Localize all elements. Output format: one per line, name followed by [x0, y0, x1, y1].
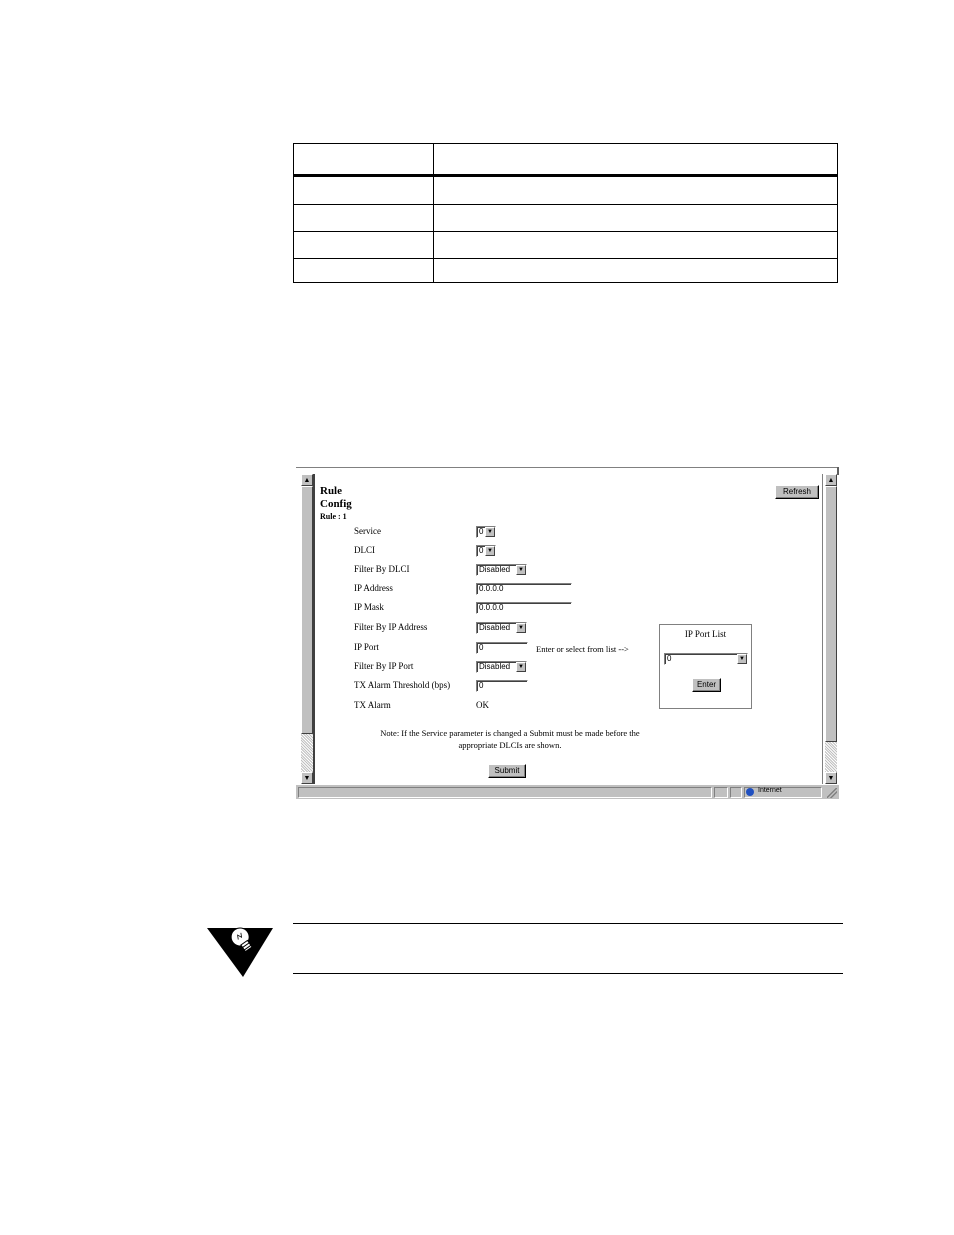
page-title: Rule Config — [320, 485, 352, 510]
service-label: Service — [354, 526, 381, 536]
chevron-down-icon[interactable]: ▼ — [516, 662, 526, 672]
service-note: Note: If the Service parameter is changed a Submit must be made before the appropriate DLCIs are shown. — [380, 728, 640, 750]
enter-button[interactable]: Enter — [692, 678, 721, 692]
scroll-up-arrow-icon[interactable]: ▲ — [825, 474, 837, 486]
submit-button[interactable]: Submit — [488, 764, 526, 778]
filter-by-ip-address-label: Filter By IP Address — [354, 622, 428, 632]
ip-port-list-title: IP Port List — [684, 629, 727, 639]
doc-table-header — [294, 144, 837, 177]
resize-grip-icon[interactable] — [827, 788, 837, 798]
scroll-up-arrow-icon[interactable]: ▲ — [301, 474, 313, 486]
ip-port-list-select[interactable]: 0 ▼ — [664, 653, 748, 665]
filter-by-ip-address-select[interactable]: Disabled ▼ — [476, 622, 527, 634]
service-select[interactable]: 0 ▼ — [476, 526, 496, 538]
ip-port-list-panel — [659, 624, 752, 709]
chevron-down-icon[interactable]: ▼ — [737, 654, 747, 664]
filter-by-ip-port-select[interactable]: Disabled ▼ — [476, 661, 527, 673]
status-zone-cell — [744, 787, 822, 798]
scroll-down-arrow-icon[interactable]: ▼ — [825, 772, 837, 784]
scroll-track[interactable] — [825, 742, 837, 772]
rule-config-window — [296, 467, 839, 799]
doc-table-row — [294, 204, 837, 232]
ip-address-input[interactable]: 0.0.0.0 — [476, 583, 572, 595]
ip-port-label: IP Port — [354, 642, 379, 652]
scroll-track[interactable] — [301, 734, 313, 772]
chevron-down-icon[interactable]: ▼ — [516, 623, 526, 633]
dlci-select[interactable]: 0 ▼ — [476, 545, 496, 557]
status-cell — [714, 787, 728, 798]
content-border — [822, 474, 823, 784]
tx-alarm-threshold-input[interactable]: 0 — [476, 680, 528, 692]
doc-table — [293, 143, 838, 283]
doc-table-divider — [433, 144, 434, 282]
globe-icon — [746, 788, 754, 796]
content-border — [313, 474, 315, 784]
ip-port-hint: Enter or select from list --> — [536, 644, 629, 654]
note-top-rule — [293, 923, 843, 924]
ip-port-input[interactable]: 0 — [476, 642, 528, 654]
doc-table-row — [294, 258, 837, 285]
ip-mask-label: IP Mask — [354, 602, 384, 612]
chevron-down-icon[interactable]: ▼ — [485, 527, 495, 537]
dlci-label: DLCI — [354, 545, 375, 555]
chevron-down-icon[interactable]: ▼ — [485, 546, 495, 556]
tx-alarm-value: OK — [476, 700, 489, 710]
status-zone-text: Internet — [758, 787, 782, 794]
tx-alarm-threshold-label: TX Alarm Threshold (bps) — [354, 680, 451, 690]
left-scrollbar[interactable] — [300, 474, 313, 784]
right-scrollbar[interactable] — [824, 474, 837, 784]
ip-mask-input[interactable]: 0.0.0.0 — [476, 602, 572, 614]
scroll-down-arrow-icon[interactable]: ▼ — [301, 772, 313, 784]
window-frame-edge — [837, 467, 839, 475]
chevron-down-icon[interactable]: ▼ — [516, 565, 526, 575]
filter-by-dlci-label: Filter By DLCI — [354, 564, 410, 574]
filter-by-ip-port-label: Filter By IP Port — [354, 661, 414, 671]
doc-table-row — [294, 177, 837, 205]
note-bottom-rule — [293, 973, 843, 974]
browser-status-bar — [296, 784, 839, 799]
tx-alarm-label: TX Alarm — [354, 700, 391, 710]
ip-address-label: IP Address — [354, 583, 393, 593]
scroll-thumb[interactable] — [825, 486, 837, 742]
refresh-button[interactable]: Refresh — [775, 485, 819, 499]
scroll-thumb[interactable] — [301, 486, 313, 734]
status-cell — [730, 787, 742, 798]
rule-number: Rule : 1 — [320, 512, 347, 521]
filter-by-dlci-select[interactable]: Disabled ▼ — [476, 564, 527, 576]
lightbulb-note-icon — [205, 925, 275, 981]
status-cell — [298, 787, 712, 798]
doc-table-row — [294, 231, 837, 259]
window-frame — [296, 467, 839, 475]
